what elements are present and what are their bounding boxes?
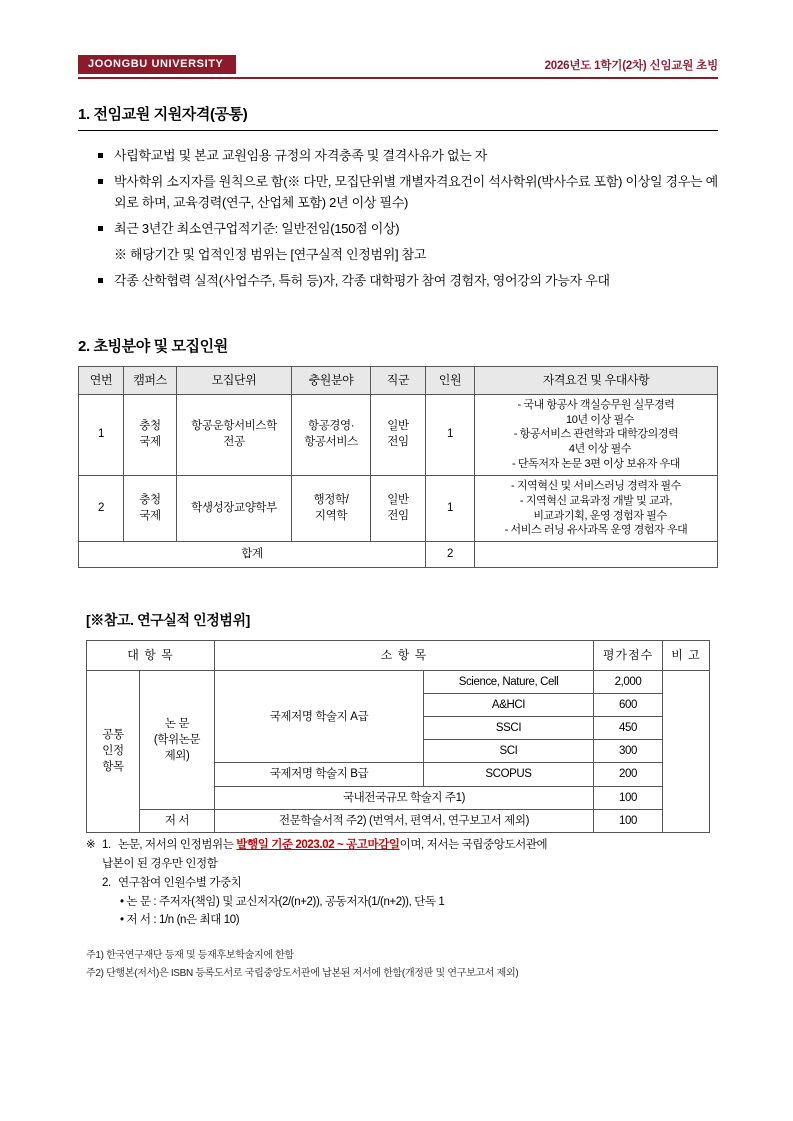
notes-block bbox=[86, 837, 710, 930]
qual-line: - 지역혁신 및 서비스러닝 경력자 필수 bbox=[511, 479, 681, 492]
column-header-no: 연번 bbox=[79, 367, 124, 394]
table-row bbox=[87, 809, 710, 832]
note-row bbox=[86, 837, 710, 855]
qual-line: 10년 이상 필수 bbox=[566, 413, 634, 426]
cell-qualifications bbox=[475, 475, 718, 541]
reference-title: [※참고. 연구실적 인정범위] bbox=[86, 612, 250, 629]
column-header-remark: 비 고 bbox=[663, 641, 710, 671]
cell-item: SSCI bbox=[424, 717, 594, 740]
cell-item: SCI bbox=[424, 740, 594, 763]
qual-line: 4년 이상 필수 bbox=[568, 443, 632, 456]
column-header-major: 대 항 목 bbox=[87, 641, 215, 671]
qual-line: - 항공서비스 관련학과 대학강의경력 bbox=[513, 428, 679, 441]
note-bullet: • 논 문 : 주저자(책임) 및 교신저자(2/(n+2)), 공동저자(1/(n+2)), 단독 1 bbox=[120, 896, 445, 909]
column-header-group: 직군 bbox=[371, 367, 426, 394]
cell-score: 300 bbox=[594, 740, 663, 763]
table-row bbox=[87, 671, 710, 694]
cell-no: 2 bbox=[79, 475, 124, 541]
column-header-minor: 소 항 목 bbox=[215, 641, 594, 671]
header-title: 2026년도 1학기(2차) 신임교원 초빙 bbox=[544, 60, 718, 73]
note-text-a: 논문, 저서의 인정범위는 bbox=[118, 838, 237, 851]
section-2-title: 2. 초빙분야 및 모집인원 bbox=[78, 338, 228, 356]
cell-item: A&HCI bbox=[424, 694, 594, 717]
list-item: 사립학교법 및 본교 교원임용 규정의 자격충족 및 결격사유가 없는 자 bbox=[96, 145, 718, 166]
note-spacer bbox=[86, 875, 102, 893]
research-scope-table bbox=[86, 640, 710, 832]
column-header-score: 평가점수 bbox=[594, 641, 663, 671]
qual-line: - 지역혁신 교육과정 개발 및 교과, bbox=[519, 494, 673, 507]
list-item-note: ※ 해당기간 및 업적인정 범위는 [연구실적 인정범위] 참고 bbox=[114, 247, 427, 263]
cell-group: 일반 전임 bbox=[371, 475, 426, 541]
cell-item: SCOPUS bbox=[424, 763, 594, 786]
note-mark: ※ bbox=[86, 838, 96, 851]
cell-score: 450 bbox=[594, 717, 663, 740]
table-total-row bbox=[79, 542, 718, 568]
cell-count: 1 bbox=[426, 475, 475, 541]
cell-campus: 충청 국제 bbox=[124, 394, 177, 475]
qual-line: - 서비스 러닝 유사과목 운영 경험자 우대 bbox=[504, 524, 688, 537]
cell-item: 국내전국규모 학술지 주1) bbox=[215, 786, 594, 809]
table-row bbox=[79, 394, 718, 475]
cell-total-count: 2 bbox=[426, 542, 475, 568]
table-row bbox=[79, 475, 718, 541]
cell-score: 100 bbox=[594, 786, 663, 809]
cell-item: Science, Nature, Cell bbox=[424, 671, 594, 694]
cell-no: 1 bbox=[79, 394, 124, 475]
column-header-unit: 모집단위 bbox=[177, 367, 292, 394]
table-header-row bbox=[87, 641, 710, 671]
note-text-b: 이며, 저서는 국립중앙도서관에 bbox=[399, 838, 548, 851]
note-number: 2. bbox=[102, 877, 111, 890]
note-number: 1. bbox=[102, 838, 111, 851]
university-logo: JOONGBU UNIVERSITY bbox=[78, 55, 236, 74]
document-header bbox=[78, 55, 718, 79]
cell-score: 100 bbox=[594, 809, 663, 832]
cell-journal-b: 국제저명 학술지 B급 bbox=[215, 763, 424, 786]
column-header-count: 인원 bbox=[426, 367, 475, 394]
cell-unit: 학생성장교양학부 bbox=[177, 475, 292, 541]
cell-count: 1 bbox=[426, 394, 475, 475]
note-body: 연구참여 인원수별 가중치 bbox=[118, 877, 242, 890]
cell-book-label: 저 서 bbox=[140, 809, 215, 832]
list-item: 각종 산학협력 실적(사업수주, 특허 등)자, 각종 대학평가 참여 경험자, 영어강의 가능자 우대 bbox=[96, 270, 718, 291]
cell-remark bbox=[663, 671, 710, 833]
list-item: 최근 3년간 최소연구업적기준: 일반전임(150점 이상) bbox=[96, 218, 718, 239]
column-header-campus: 캠퍼스 bbox=[124, 367, 177, 394]
cell-score: 200 bbox=[594, 763, 663, 786]
cell-group-label: 공통 인정 항목 bbox=[87, 671, 140, 833]
column-header-field: 충원분야 bbox=[292, 367, 371, 394]
footnote-2: 주2) 단행본(저서)은 ISBN 등록도서로 국립중앙도서관에 납본된 저서에 한함(개정판 및 연구보고서 제외) bbox=[86, 967, 519, 979]
footnote-1: 주1) 한국연구재단 등재 및 등재후보학술지에 한함 bbox=[86, 949, 294, 961]
section-1-title: 1. 전임교원 지원자격(공통) bbox=[78, 103, 718, 131]
cell-qualifications bbox=[475, 394, 718, 475]
cell-journal-a: 국제저명 학술지 A급 bbox=[215, 671, 424, 763]
cell-item: 전문학술서적 주2) (번역서, 편역서, 연구보고서 제외) bbox=[215, 809, 594, 832]
cell-score: 2,000 bbox=[594, 671, 663, 694]
note-body bbox=[118, 837, 710, 855]
cell-total-blank bbox=[475, 542, 718, 568]
cell-field: 행정학/ 지역학 bbox=[292, 475, 371, 541]
qual-line: - 단독저자 논문 3편 이상 보유자 우대 bbox=[511, 458, 681, 471]
recruitment-table bbox=[78, 366, 718, 568]
cell-unit: 항공운항서비스학 전공 bbox=[177, 394, 292, 475]
qual-line: 비교과기획, 운영 경험자 필수 bbox=[533, 509, 667, 522]
section-1-list bbox=[78, 145, 718, 291]
list-item: 박사학위 소지자를 원칙으로 함(※ 다만, 모집단위별 개별자격요건이 석사학위(박사수료 포함) 이상일 경우는 예외로 하며, 교육경력(연구, 산업체 포함) 2년 이상 필수) bbox=[96, 171, 718, 213]
document-content bbox=[78, 55, 718, 984]
table-header-row bbox=[79, 367, 718, 394]
column-header-qualifications: 자격요건 및 우대사항 bbox=[475, 367, 718, 394]
cell-campus: 충청 국제 bbox=[124, 475, 177, 541]
cell-group: 일반 전임 bbox=[371, 394, 426, 475]
note-highlight: 발행일 기준 2023.02 ~ 공고마감일 bbox=[236, 838, 400, 851]
cell-total-label: 합계 bbox=[79, 542, 426, 568]
note-bullet: • 저 서 : 1/n (n은 최대 10) bbox=[120, 913, 240, 926]
cell-paper-label: 논 문 (학위논문 제외) bbox=[140, 671, 215, 810]
note-continuation: 납본이 된 경우만 인정함 bbox=[102, 857, 218, 870]
research-table-wrap bbox=[86, 640, 710, 832]
cell-field: 항공경영· 항공서비스 bbox=[292, 394, 371, 475]
note-row bbox=[86, 875, 710, 893]
qual-line: - 국내 항공사 객실승무원 실무경력 bbox=[517, 398, 675, 411]
footnotes bbox=[86, 948, 710, 982]
cell-score: 600 bbox=[594, 694, 663, 717]
